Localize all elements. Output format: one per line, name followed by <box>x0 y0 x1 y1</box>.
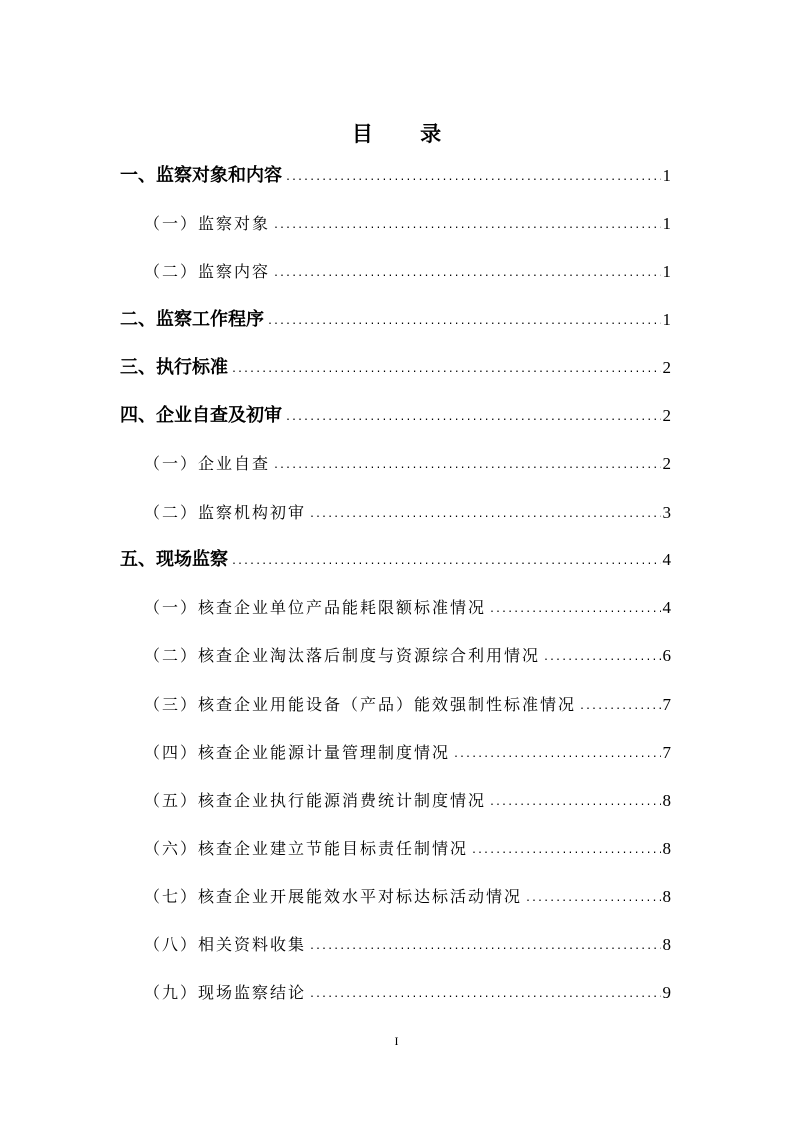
toc-entry-page: 4 <box>662 550 671 569</box>
page-footer-number: I <box>394 1034 399 1048</box>
toc-leader-dots <box>267 308 661 336</box>
toc-entry-page: 3 <box>662 503 671 522</box>
toc-entry-page: 6 <box>662 646 671 665</box>
toc-entry-label: （三）核查企业用能设备（产品）能效强制性标准情况 <box>144 695 577 714</box>
toc-entry[interactable] <box>144 979 671 1007</box>
toc-leader-dots <box>543 644 660 672</box>
toc-entry[interactable] <box>120 162 671 190</box>
toc-entry-page: 8 <box>662 791 671 810</box>
toc-leader-dots <box>273 260 660 288</box>
toc-entry[interactable] <box>144 594 671 622</box>
toc-entry[interactable] <box>120 546 671 574</box>
toc-leader-dots <box>231 548 661 576</box>
toc-leader-dots <box>525 885 660 913</box>
toc-entry[interactable] <box>120 402 671 430</box>
toc-entry-label: 二、监察工作程序 <box>120 309 264 330</box>
toc-entry-page: 2 <box>662 358 671 377</box>
toc-entry-page: 2 <box>662 454 671 473</box>
toc-leader-dots <box>489 596 660 624</box>
toc-entry-label: （二）监察机构初审 <box>144 503 307 522</box>
toc-entry-page: 1 <box>662 166 671 185</box>
toc-entry-label: （一）监察对象 <box>144 214 271 233</box>
toc-entry-label: 三、执行标准 <box>120 357 228 378</box>
toc-entry[interactable] <box>120 354 671 382</box>
toc-entry-label: （六）核查企业建立节能目标责任制情况 <box>144 839 469 858</box>
toc-entry-page: 9 <box>662 983 671 1002</box>
toc-leader-dots <box>453 741 660 769</box>
toc-leader-dots <box>471 837 660 865</box>
toc-entry[interactable] <box>144 450 671 478</box>
toc-entry-label: （二）监察内容 <box>144 262 271 281</box>
toc-entry[interactable] <box>144 787 671 815</box>
toc-entry[interactable] <box>144 691 671 719</box>
toc-leader-dots <box>273 212 660 240</box>
toc-leader-dots <box>273 452 660 480</box>
toc-leader-dots <box>285 164 661 192</box>
toc-entry-page: 8 <box>662 839 671 858</box>
toc-entry[interactable] <box>120 306 671 334</box>
toc-leader-dots <box>285 404 661 432</box>
toc-entry-page: 1 <box>662 214 671 233</box>
toc-entry-label: （一）核查企业单位产品能耗限额标准情况 <box>144 598 487 617</box>
toc-entry[interactable] <box>144 258 671 286</box>
toc-leader-dots <box>579 693 660 721</box>
toc-entry[interactable] <box>144 835 671 863</box>
toc-entry-page: 7 <box>662 695 671 714</box>
toc-entry-page: 2 <box>662 406 671 425</box>
toc-entry[interactable] <box>144 883 671 911</box>
toc-entry-page: 7 <box>662 743 671 762</box>
toc-entry-page: 8 <box>662 935 671 954</box>
toc-entry-label: 四、企业自查及初审 <box>120 405 282 426</box>
toc-entry-label: （九）现场监察结论 <box>144 983 307 1002</box>
toc-entry-label: （五）核查企业执行能源消费统计制度情况 <box>144 791 487 810</box>
toc-leader-dots <box>309 501 660 529</box>
toc-entry-page: 8 <box>662 887 671 906</box>
toc-entry-page: 1 <box>662 262 671 281</box>
toc-entry-label: （八）相关资料收集 <box>144 935 307 954</box>
toc-entry[interactable] <box>144 210 671 238</box>
toc-leader-dots <box>489 789 660 817</box>
toc-entry-page: 1 <box>662 310 671 329</box>
toc-leader-dots <box>309 933 660 961</box>
toc-entry-page: 4 <box>662 598 671 617</box>
toc-entry-label: （一）企业自查 <box>144 454 271 473</box>
toc-entry-label: （四）核查企业能源计量管理制度情况 <box>144 743 451 762</box>
toc-title: 目 录 <box>351 122 462 146</box>
toc-leader-dots <box>309 981 660 1009</box>
toc-leader-dots <box>231 356 661 384</box>
toc-entry-label: （七）核查企业开展能效水平对标达标活动情况 <box>144 887 523 906</box>
toc-entry[interactable] <box>144 739 671 767</box>
toc-entry[interactable] <box>144 931 671 959</box>
toc-entry-label: （二）核查企业淘汰落后制度与资源综合利用情况 <box>144 646 541 665</box>
toc-entry[interactable] <box>144 499 671 527</box>
toc-entry-label: 一、监察对象和内容 <box>120 165 282 186</box>
toc-entry-label: 五、现场监察 <box>120 549 228 570</box>
toc-entry[interactable] <box>144 642 671 670</box>
